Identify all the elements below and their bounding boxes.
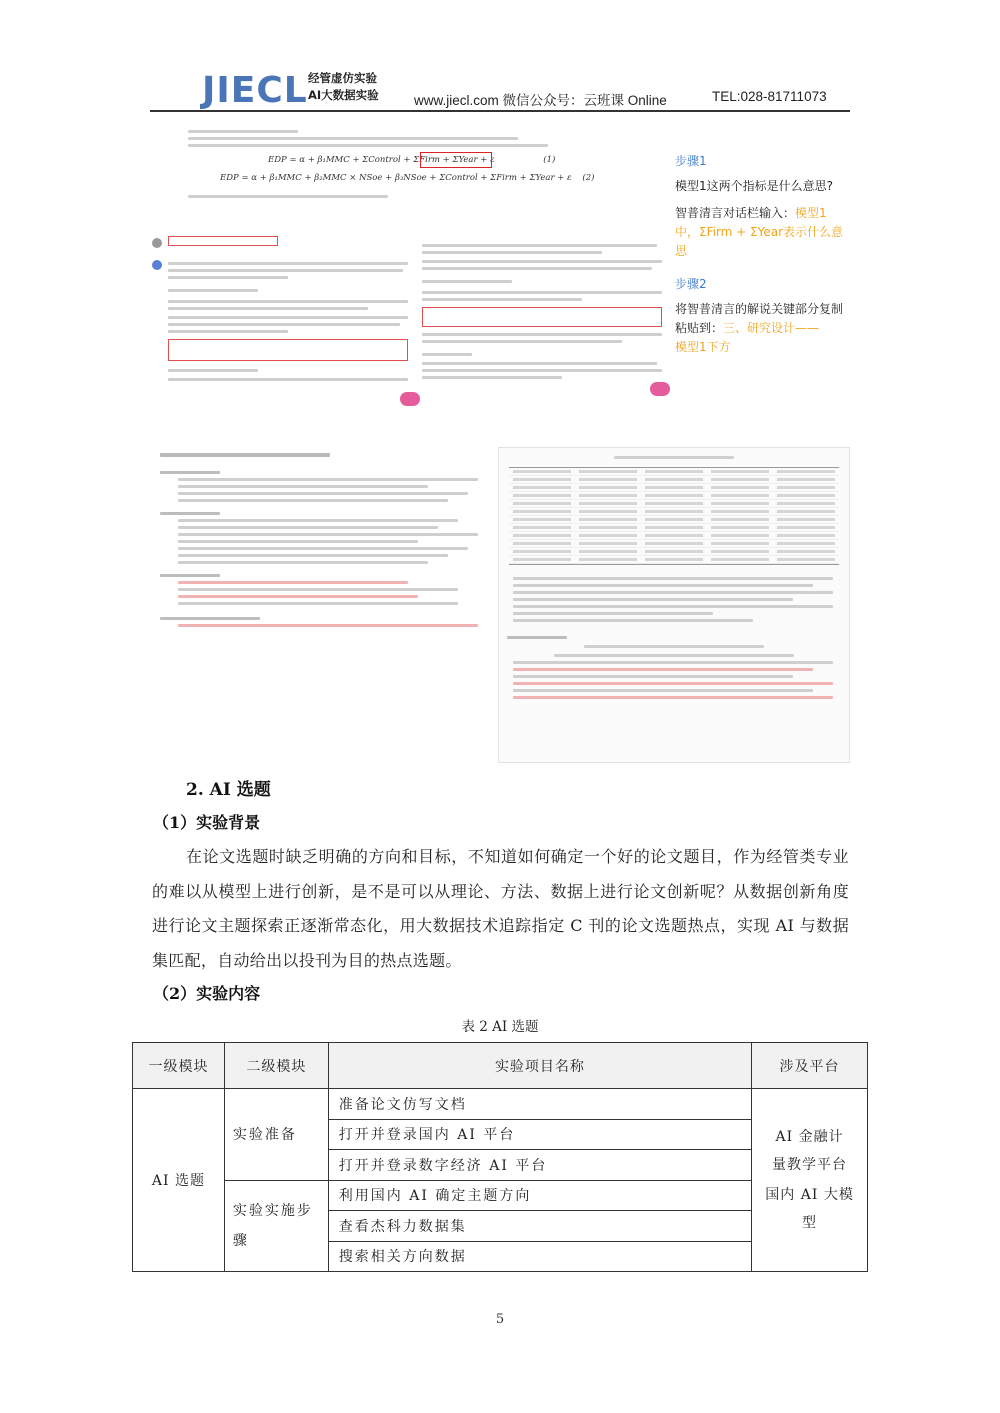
- platform-name: AI 金融计量教学平台: [772, 1129, 848, 1173]
- page-number: 5: [495, 1312, 505, 1327]
- model-definition-image: EDP = α + β₁MMC + ΣControl + ΣFirm + ΣYear + ε (1) EDP = α + β₁MMC + β₂MMC × NSoe + β₃NSoe + ΣControl + ΣFirm + ΣYear + ε (2): [188, 124, 588, 202]
- level2-module: 实验实施步骤: [224, 1180, 328, 1272]
- level2-module: 实验准备: [224, 1089, 328, 1181]
- step1-question: 模型1这两个指标是什么意思?: [675, 179, 834, 193]
- table-header-row: [133, 1043, 868, 1089]
- experiment-item: 利用国内 AI 确定主题方向: [328, 1180, 751, 1211]
- step2-target: 模型1下方: [675, 340, 731, 354]
- logo-subtitle: 经管虚仿实验 AI大数据实验: [308, 71, 379, 102]
- step2-label: 步骤2: [675, 277, 707, 291]
- subheading-content: （2）实验内容: [153, 984, 261, 1003]
- instruction-notes: [675, 148, 850, 357]
- jiecl-logo: JIECL: [202, 70, 308, 111]
- table-row: [133, 1089, 868, 1120]
- screenshot-paper-outline: [150, 443, 850, 763]
- step2-instruction: 将智普清言的解说关键部分复制粘贴到：三、研究设计——: [675, 302, 844, 335]
- screenshot-model-section: [150, 118, 850, 443]
- table-header: 一级模块: [133, 1043, 225, 1089]
- experiment-item: 搜索相关方向数据: [328, 1241, 751, 1272]
- section-heading: 2. AI 选题: [186, 780, 271, 800]
- background-paragraph: 在论文选题时缺乏明确的方向和目标，不知道如何确定一个好的论文题目，作为经管类专业的难以从模型上进行创新，是不是可以从理论、方法、数据上进行论文创新呢？从数据创新角度进行论文主题探索正逐渐常态化，用大数据技术追踪指定 C 刊的论文选题热点，实现 AI 与数据集匹配，自动给出以投刊为目的热点选题。: [152, 847, 849, 970]
- experiment-item: 打开并登录数字经济 AI 平台: [328, 1150, 751, 1181]
- subheading-background: （1）实验背景: [153, 813, 261, 832]
- platform-name: 国内 AI 大模型: [765, 1187, 854, 1231]
- platform-cell: [752, 1089, 868, 1272]
- experiment-table: [132, 1042, 868, 1272]
- step1-label: 步骤1: [675, 154, 707, 168]
- step1-instruction: 智普清言对话栏输入：模型1中，ΣFirm + ΣYear表示什么意思: [675, 206, 844, 258]
- table-caption: 表 2 AI 选题: [461, 1019, 539, 1035]
- header-tel: TEL:028-81711073: [712, 89, 827, 104]
- ai-chat-screenshot: [150, 236, 675, 441]
- outline-document-image: [150, 443, 485, 763]
- variable-table-image: [498, 447, 850, 763]
- header-site-text: www.jiecl.com 微信公众号：云班课 Online: [414, 93, 667, 108]
- experiment-item: 准备论文仿写文档: [328, 1089, 751, 1120]
- table-header: 实验项目名称: [328, 1043, 751, 1089]
- embedded-screenshot: [150, 118, 850, 764]
- table-header: 二级模块: [224, 1043, 328, 1089]
- experiment-item: 打开并登录国内 AI 平台: [328, 1119, 751, 1150]
- page-header: [150, 62, 850, 112]
- experiment-item: 查看杰科力数据集: [328, 1211, 751, 1242]
- table-header: 涉及平台: [752, 1043, 868, 1089]
- level1-module: AI 选题: [133, 1089, 225, 1272]
